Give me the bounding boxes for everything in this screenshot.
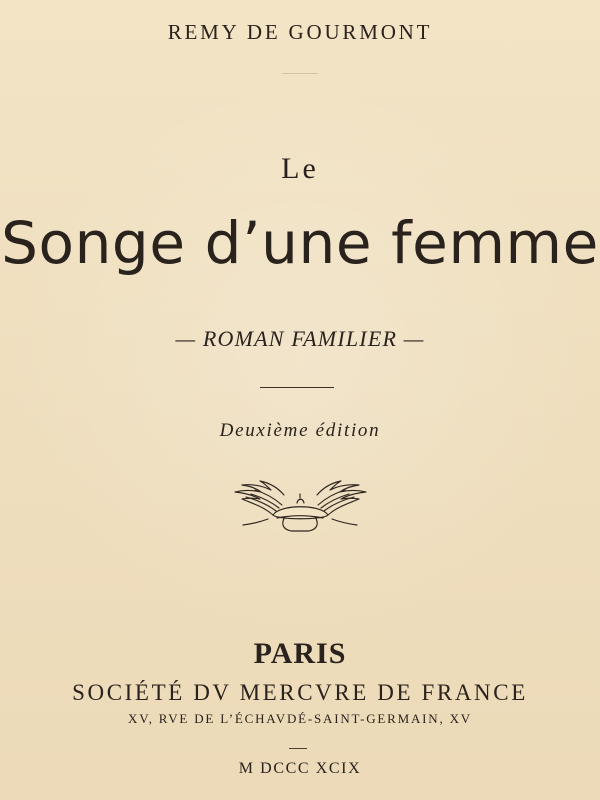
title-prefix: Le xyxy=(281,152,319,185)
title-divider xyxy=(260,387,334,388)
book-title: Songe d’une femme xyxy=(1,209,599,277)
city: PARIS xyxy=(253,637,347,670)
subtitle: — ROMAN FAMILIER — xyxy=(175,326,425,351)
publisher: SOCIÉTÉ DV MERCVRE DE FRANCE xyxy=(72,680,528,705)
top-divider xyxy=(282,73,318,74)
publisher-address: XV, RVE DE L’ÉCHAVDÉ-SAINT-GERMAIN, XV xyxy=(128,711,472,726)
date-divider xyxy=(289,748,307,749)
winged-helmet-icon xyxy=(225,480,375,538)
publication-date: M DCCC XCIX xyxy=(238,760,362,777)
author-name: REMY DE GOURMONT xyxy=(167,20,433,44)
edition-line: Deuxième édition xyxy=(219,420,381,441)
